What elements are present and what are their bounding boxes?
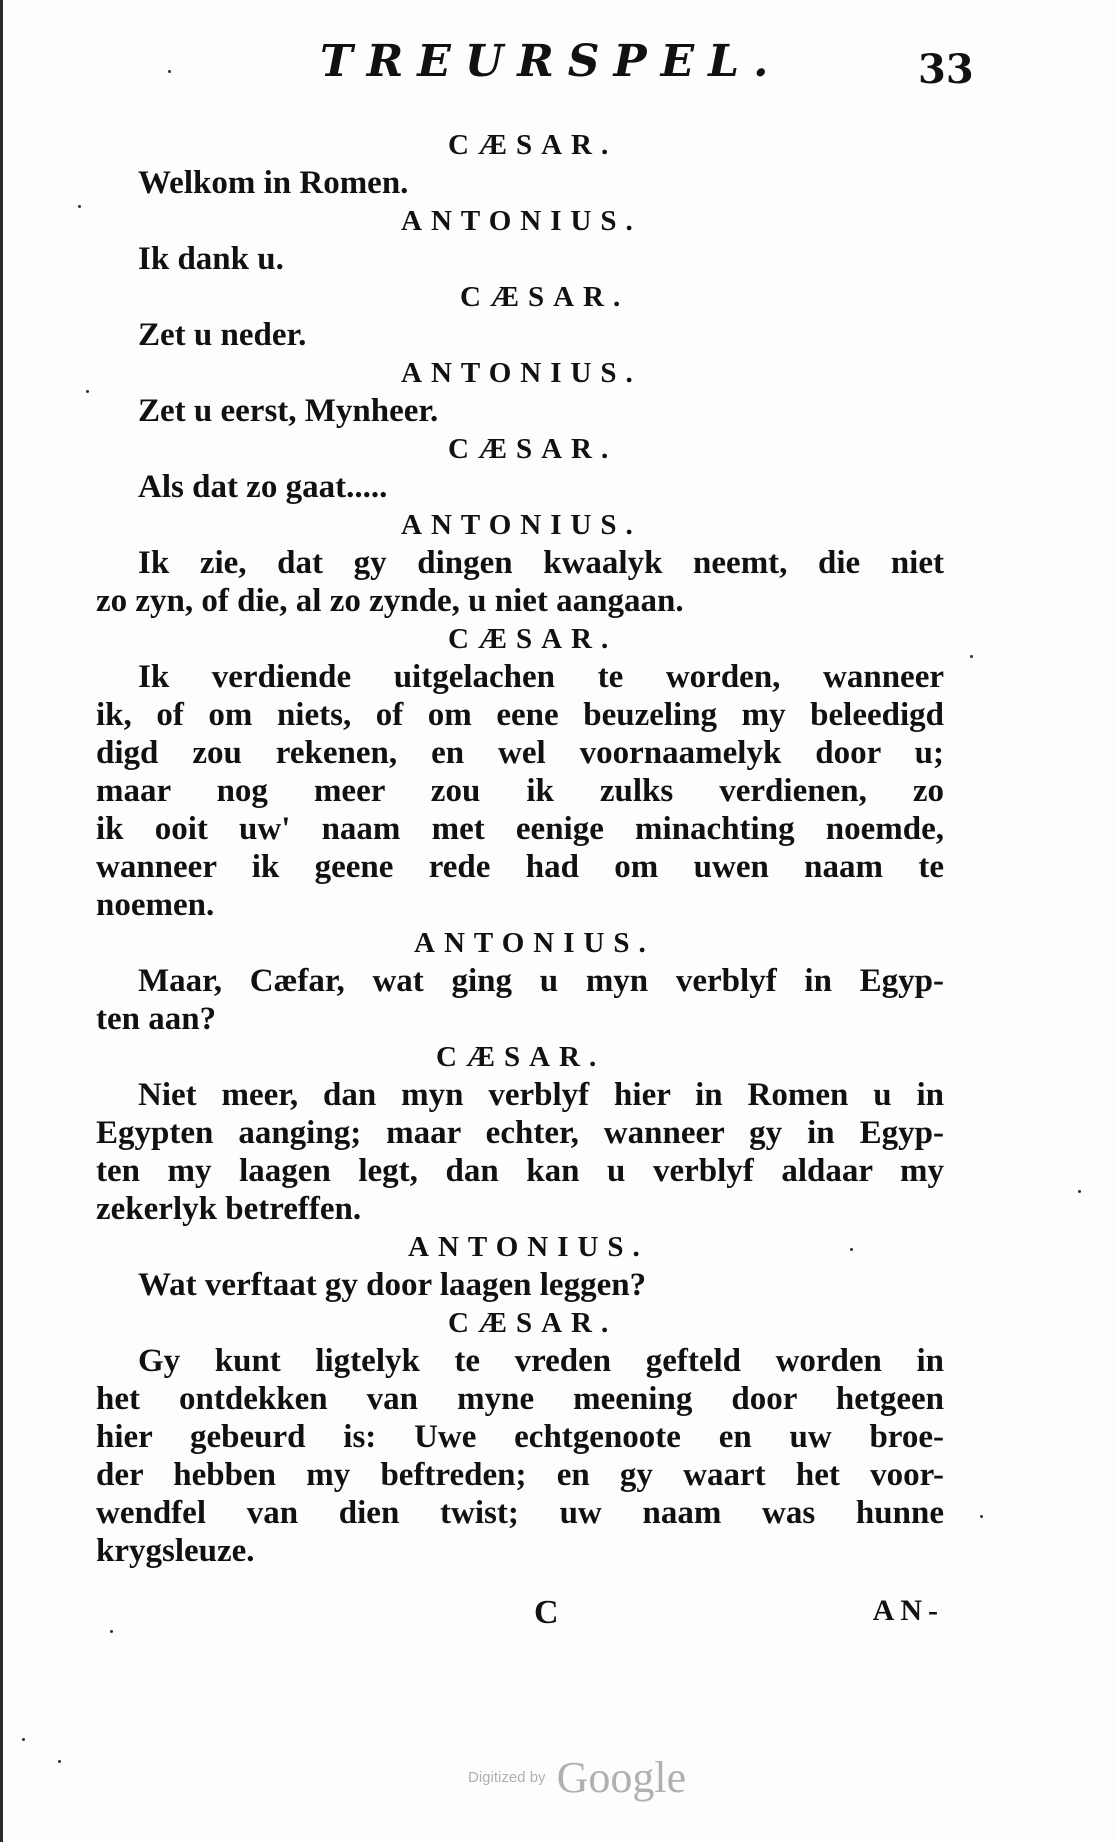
speaker-name: CÆSAR. <box>448 623 618 655</box>
dialogue-text <box>96 126 944 1570</box>
text-line: Ik dank u. <box>138 241 284 277</box>
text-line: Ik zie, dat gy dingen kwaalyk neemt, die niet <box>138 545 944 581</box>
page-footer <box>96 1594 944 1634</box>
speaker-name: CÆSAR. <box>448 433 618 465</box>
text-line: Als dat zo gaat..... <box>138 469 388 505</box>
text-line: krygsleuze. <box>96 1533 255 1569</box>
text-line: wendfel van dien twist; uw naam was hunne <box>96 1495 944 1531</box>
text-line: noemen. <box>96 887 215 923</box>
text-line: hier gebeurd is: Uwe echtgenoote en uw broe- <box>96 1419 944 1455</box>
text-line: ik, of om niets, of om eene beuzeling my beleedigd <box>96 697 944 733</box>
text-line: wanneer ik geene rede had om uwen naam te <box>96 849 944 885</box>
text-line: ik ooit uw' naam met eenige minachting noemde, <box>96 811 944 847</box>
text-line: Maar, Cæfar, wat ging u myn verblyf in Egyp- <box>138 963 944 999</box>
speaker-name: CÆSAR. <box>436 1041 606 1073</box>
text-line: Wat verftaat gy door laagen leggen? <box>138 1267 647 1303</box>
text-line: het ontdekken van myne meening door hetgeen <box>96 1381 944 1417</box>
page-number: 33 <box>918 46 974 93</box>
text-line: digd zou rekenen, en wel voornaamelyk door u; <box>96 735 944 771</box>
text-line: Zet u eerst, Mynheer. <box>138 393 439 429</box>
text-line: maar nog meer zou ik zulks verdienen, zo <box>96 773 944 809</box>
page-header <box>0 28 1115 98</box>
speaker-name: ANTONIUS. <box>401 357 642 389</box>
text-line: ten my laagen legt, dan kan u verblyf aldaar my <box>96 1153 944 1189</box>
watermark-small-text: Digitized by <box>468 1769 546 1786</box>
google-logo: Google <box>556 1753 687 1802</box>
text-line: Egypten aanging; maar echter, wanneer gy in Egyp- <box>96 1115 944 1151</box>
text-line: zekerlyk betreffen. <box>96 1191 362 1227</box>
text-line: der hebben my beftreden; en gy waart het voor- <box>96 1457 944 1493</box>
text-line: Ik verdiende uitgelachen te worden, wanneer <box>138 659 944 695</box>
page-edge-shadow <box>0 0 3 1842</box>
running-title: TREURSPEL. <box>320 36 783 87</box>
text-line: ten aan? <box>96 1001 217 1037</box>
signature-mark: C <box>534 1594 559 1631</box>
text-line: Zet u neder. <box>138 317 307 353</box>
speaker-name: ANTONIUS. <box>401 205 642 237</box>
speaker-name: CÆSAR. <box>448 129 618 161</box>
speaker-name: CÆSAR. <box>460 281 630 313</box>
speaker-name: CÆSAR. <box>448 1307 618 1339</box>
speaker-name: ANTONIUS. <box>408 1231 649 1263</box>
text-line: Niet meer, dan myn verblyf hier in Romen u in <box>138 1077 944 1113</box>
speaker-name: ANTONIUS. <box>414 927 655 959</box>
catchword: AN- <box>872 1594 944 1627</box>
text-line: Gy kunt ligtelyk te vreden gefteld worden in <box>138 1343 944 1379</box>
text-line: zo zyn, of die, al zo zynde, u niet aangaan. <box>96 583 684 619</box>
speaker-name: ANTONIUS. <box>401 509 642 541</box>
text-line: Welkom in Romen. <box>138 165 409 201</box>
digitized-watermark <box>468 1752 686 1803</box>
